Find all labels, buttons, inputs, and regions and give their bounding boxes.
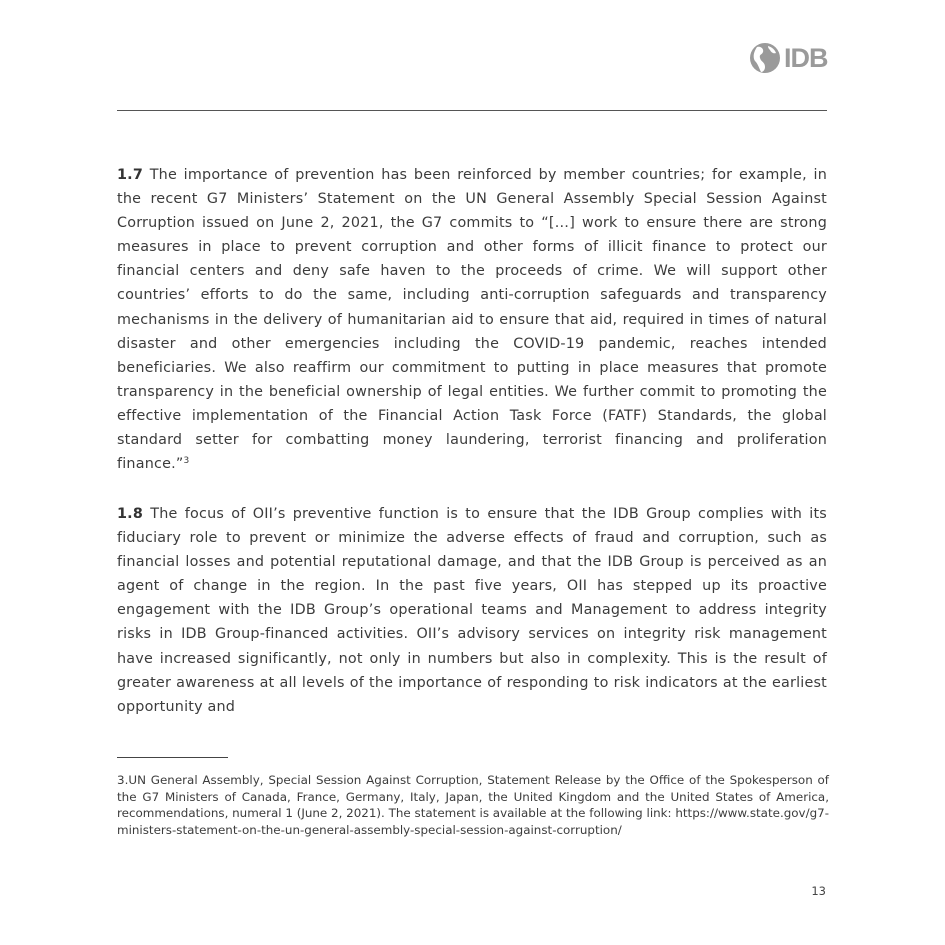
paragraph-1-8 <box>117 502 827 719</box>
section-number: 1.7 <box>117 167 144 183</box>
paragraph-text: The importance of prevention has been reinforced by member countries; for example, in the recent G7 Ministers’ Statement on the UN General Assembly Special Session Against Corruption issued on June 2, 2021, the G7 commits to “[…] work to ensure there are strong measures in place to prevent corruption and other forms of illicit finance to protect our financial centers and deny safe haven to the proceeds of crime. We will support other countries’ efforts to do the same, including anti-corruption safeguards and transparency mechanisms in the delivery of humanitarian aid to ensure that aid, required in times of natural disaster and other emergencies including the COVID-19 pandemic, reaches intended beneficiaries. We also reaffirm our commitment to putting in place measures that promote transparency in the beneficial ownership of legal entities. We further commit to promoting the effective implementation of the Financial Action Task Force (FATF) Standards, the global standard setter for combatting money laundering, terrorist financing and proliferation finance.” <box>117 167 827 473</box>
logo-text: IDB <box>784 42 828 73</box>
footnote-divider <box>117 757 228 758</box>
paragraph-1-7 <box>117 163 827 476</box>
section-number: 1.8 <box>117 506 144 522</box>
footnote-reference[interactable]: 3 <box>183 456 190 467</box>
footnote <box>117 772 829 838</box>
header-divider <box>117 110 827 111</box>
page-number: 13 <box>811 884 826 898</box>
footnote-marker: 3. <box>117 773 129 787</box>
paragraph-text: The focus of OII’s preventive function is to ensure that the IDB Group complies with its fiduciary role to prevent or minimize the adverse effects of fraud and corruption, such as financial losses and potential reputational damage, and that the IDB Group is perceived as an agent of change in the region. In the past five years, OII has stepped up its proactive engagement with the IDB Group’s operational teams and Management to address integrity risks in IDB Group-financed activities. OII’s advisory services on integrity risk management have increased significantly, not only in numbers but also in complexity. This is the result of greater awareness at all levels of the importance of responding to risk indicators at the earliest opportunity and <box>117 506 827 715</box>
footnote-text: UN General Assembly, Special Session Against Corruption, Statement Release by the Office of the Spokesperson of the G7 Ministers of Canada, France, Germany, Italy, Japan, the United Kingdom and the United States of America, recommendations, numeral 1 (June 2, 2021). The statement is available at the following link: https://www.state.gov/g7-ministers-statement-on-the-un-general-assembly-special-session-against-corruption/ <box>117 773 829 837</box>
idb-logo <box>748 42 828 74</box>
globe-icon <box>748 42 782 74</box>
